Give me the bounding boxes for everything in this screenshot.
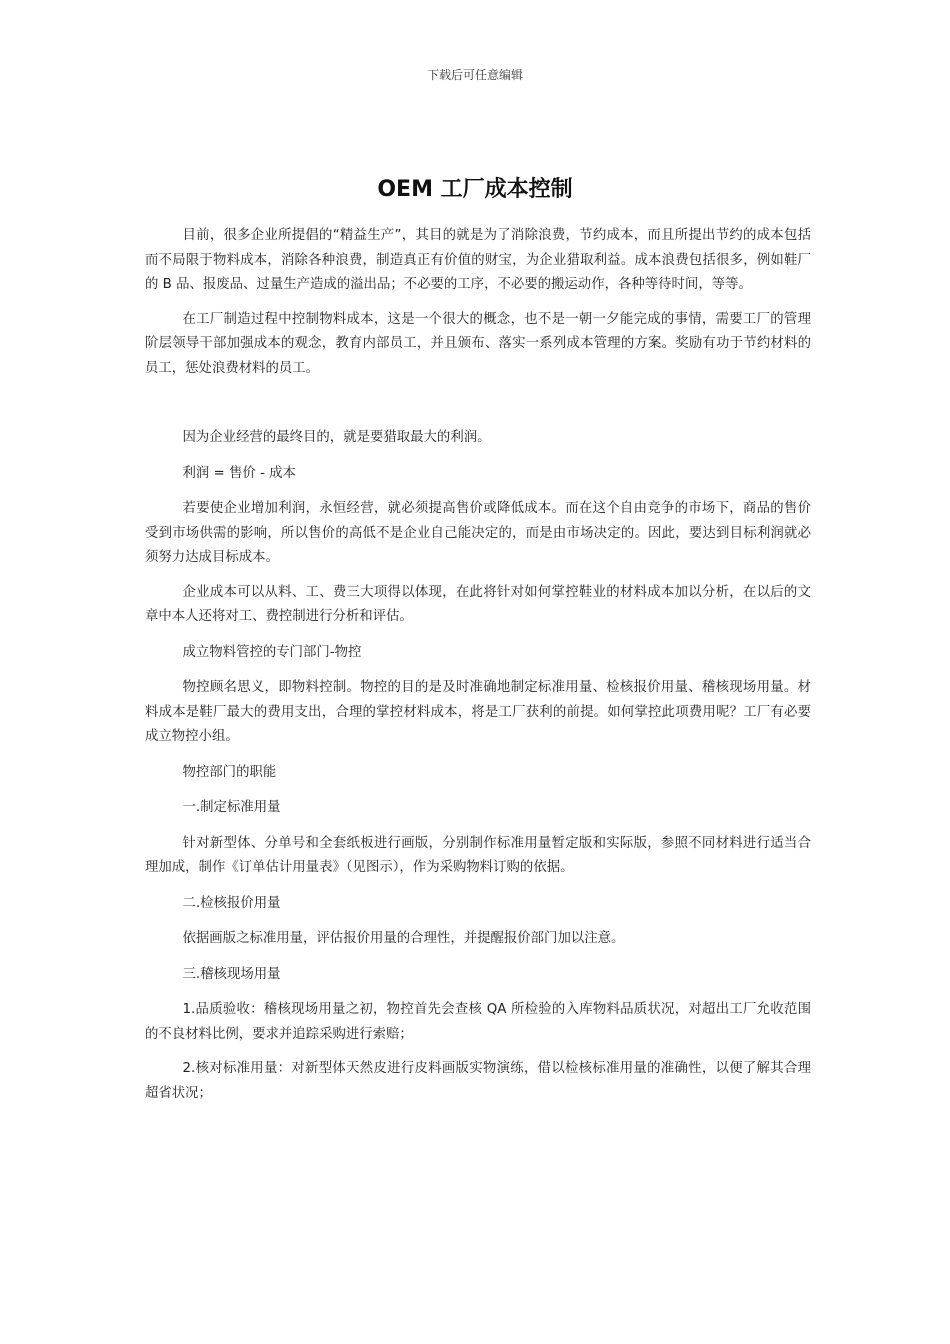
paragraph-profit-formula: 利润 = 售价 - 成本 [182, 465, 296, 481]
paragraph-department-functions: 物控部门的职能 [182, 764, 277, 780]
paragraph-price-market: 若要使企业增加利润，永恒经营，就必须提高售价或降低成本。而在这个自由竞争的市场下，商品的售价受到市场供需的影响，所以售价的高低不是企业自己能决定的，而是由市场决定的。因此，要达到目标利润就必须努力达成目标成本。 [145, 501, 811, 565]
paragraph-item-standard-usage: 一.制定标准用量 [182, 800, 281, 815]
document-title: OEM 工厂成本控制 [377, 177, 573, 202]
paragraph-section-heading-material-control: 成立物料管控的专门部门-物控 [182, 644, 362, 660]
paragraph-check-standard-usage: 2.核对标准用量：对新型体天然皮进行皮料画版实物演练，借以检核标准用量的准确性，以便了解其合理超省状况； [145, 1061, 811, 1101]
paragraph-quality-inspection: 1.品质验收：稽核现场用量之初，物控首先会查核 QA 所检验的入库物料品质状况，对超出工厂允收范围的不良材料比例，要求并追踪采购进行索赔； [145, 1002, 811, 1042]
paragraph-item-site-usage: 三.稽核现场用量 [182, 966, 281, 982]
paragraph-item-quote-usage: 二.检核报价用量 [182, 895, 281, 911]
paragraph-cost-categories: 企业成本可以从料、工、费三大项得以体现，在此将针对如何掌控鞋业的材料成本加以分析，在以后的文章中本人还将对工、费控制进行分析和评估。 [145, 584, 811, 624]
paragraph-standard-usage-detail: 针对新型体、分单号和全套纸板进行画版，分别制作标准用量暂定版和实际版，参照不同材料进行适当合理加成，制作《订单估计用量表》（见图示），作为采购物料订购的依据。 [145, 835, 811, 875]
paragraph-profit-goal: 因为企业经营的最终目的，就是要猎取最大的利润。 [182, 430, 491, 445]
paragraph-intro: 目前，很多企业所提倡的“精益生产”，其目的就是为了消除浪费，节约成本，而且所提出节约的成本包括而不局限于物料成本，消除各种浪费，制造真正有价值的财宝，为企业猎取利益。成本浪费包括很多，例如鞋厂的 B 品、报废品、过量生产造成的溢出品；不必要的工序，不必要的搬运动作，各种等待时间，等等。 [145, 228, 811, 292]
paragraph-quote-usage-detail: 依据画版之标准用量，评估报价用量的合理性，并提醒报价部门加以注意。 [182, 931, 625, 946]
page-header-note: 下载后可任意编辑 [426, 68, 523, 82]
paragraph-material-control-definition: 物控顾名思义，即物料控制。物控的目的是及时准确地制定标准用量、检核报价用量、稽核现场用量。材料成本是鞋厂最大的费用支出，合理的掌控材料成本，将是工厂获利的前提。如何掌控此项费用呢？工厂有必要成立物控小组。 [145, 680, 811, 744]
paragraph-material-cost: 在工厂制造过程中控制物料成本，这是一个很大的概念，也不是一朝一夕能完成的事情，需要工厂的管理阶层领导干部加强成本的观念，教育内部员工，并且颁布、落实一系列成本管理的方案。奖励有功于节约材料的员工，惩处浪费材料的员工。 [145, 311, 811, 376]
document-body [145, 224, 811, 1106]
